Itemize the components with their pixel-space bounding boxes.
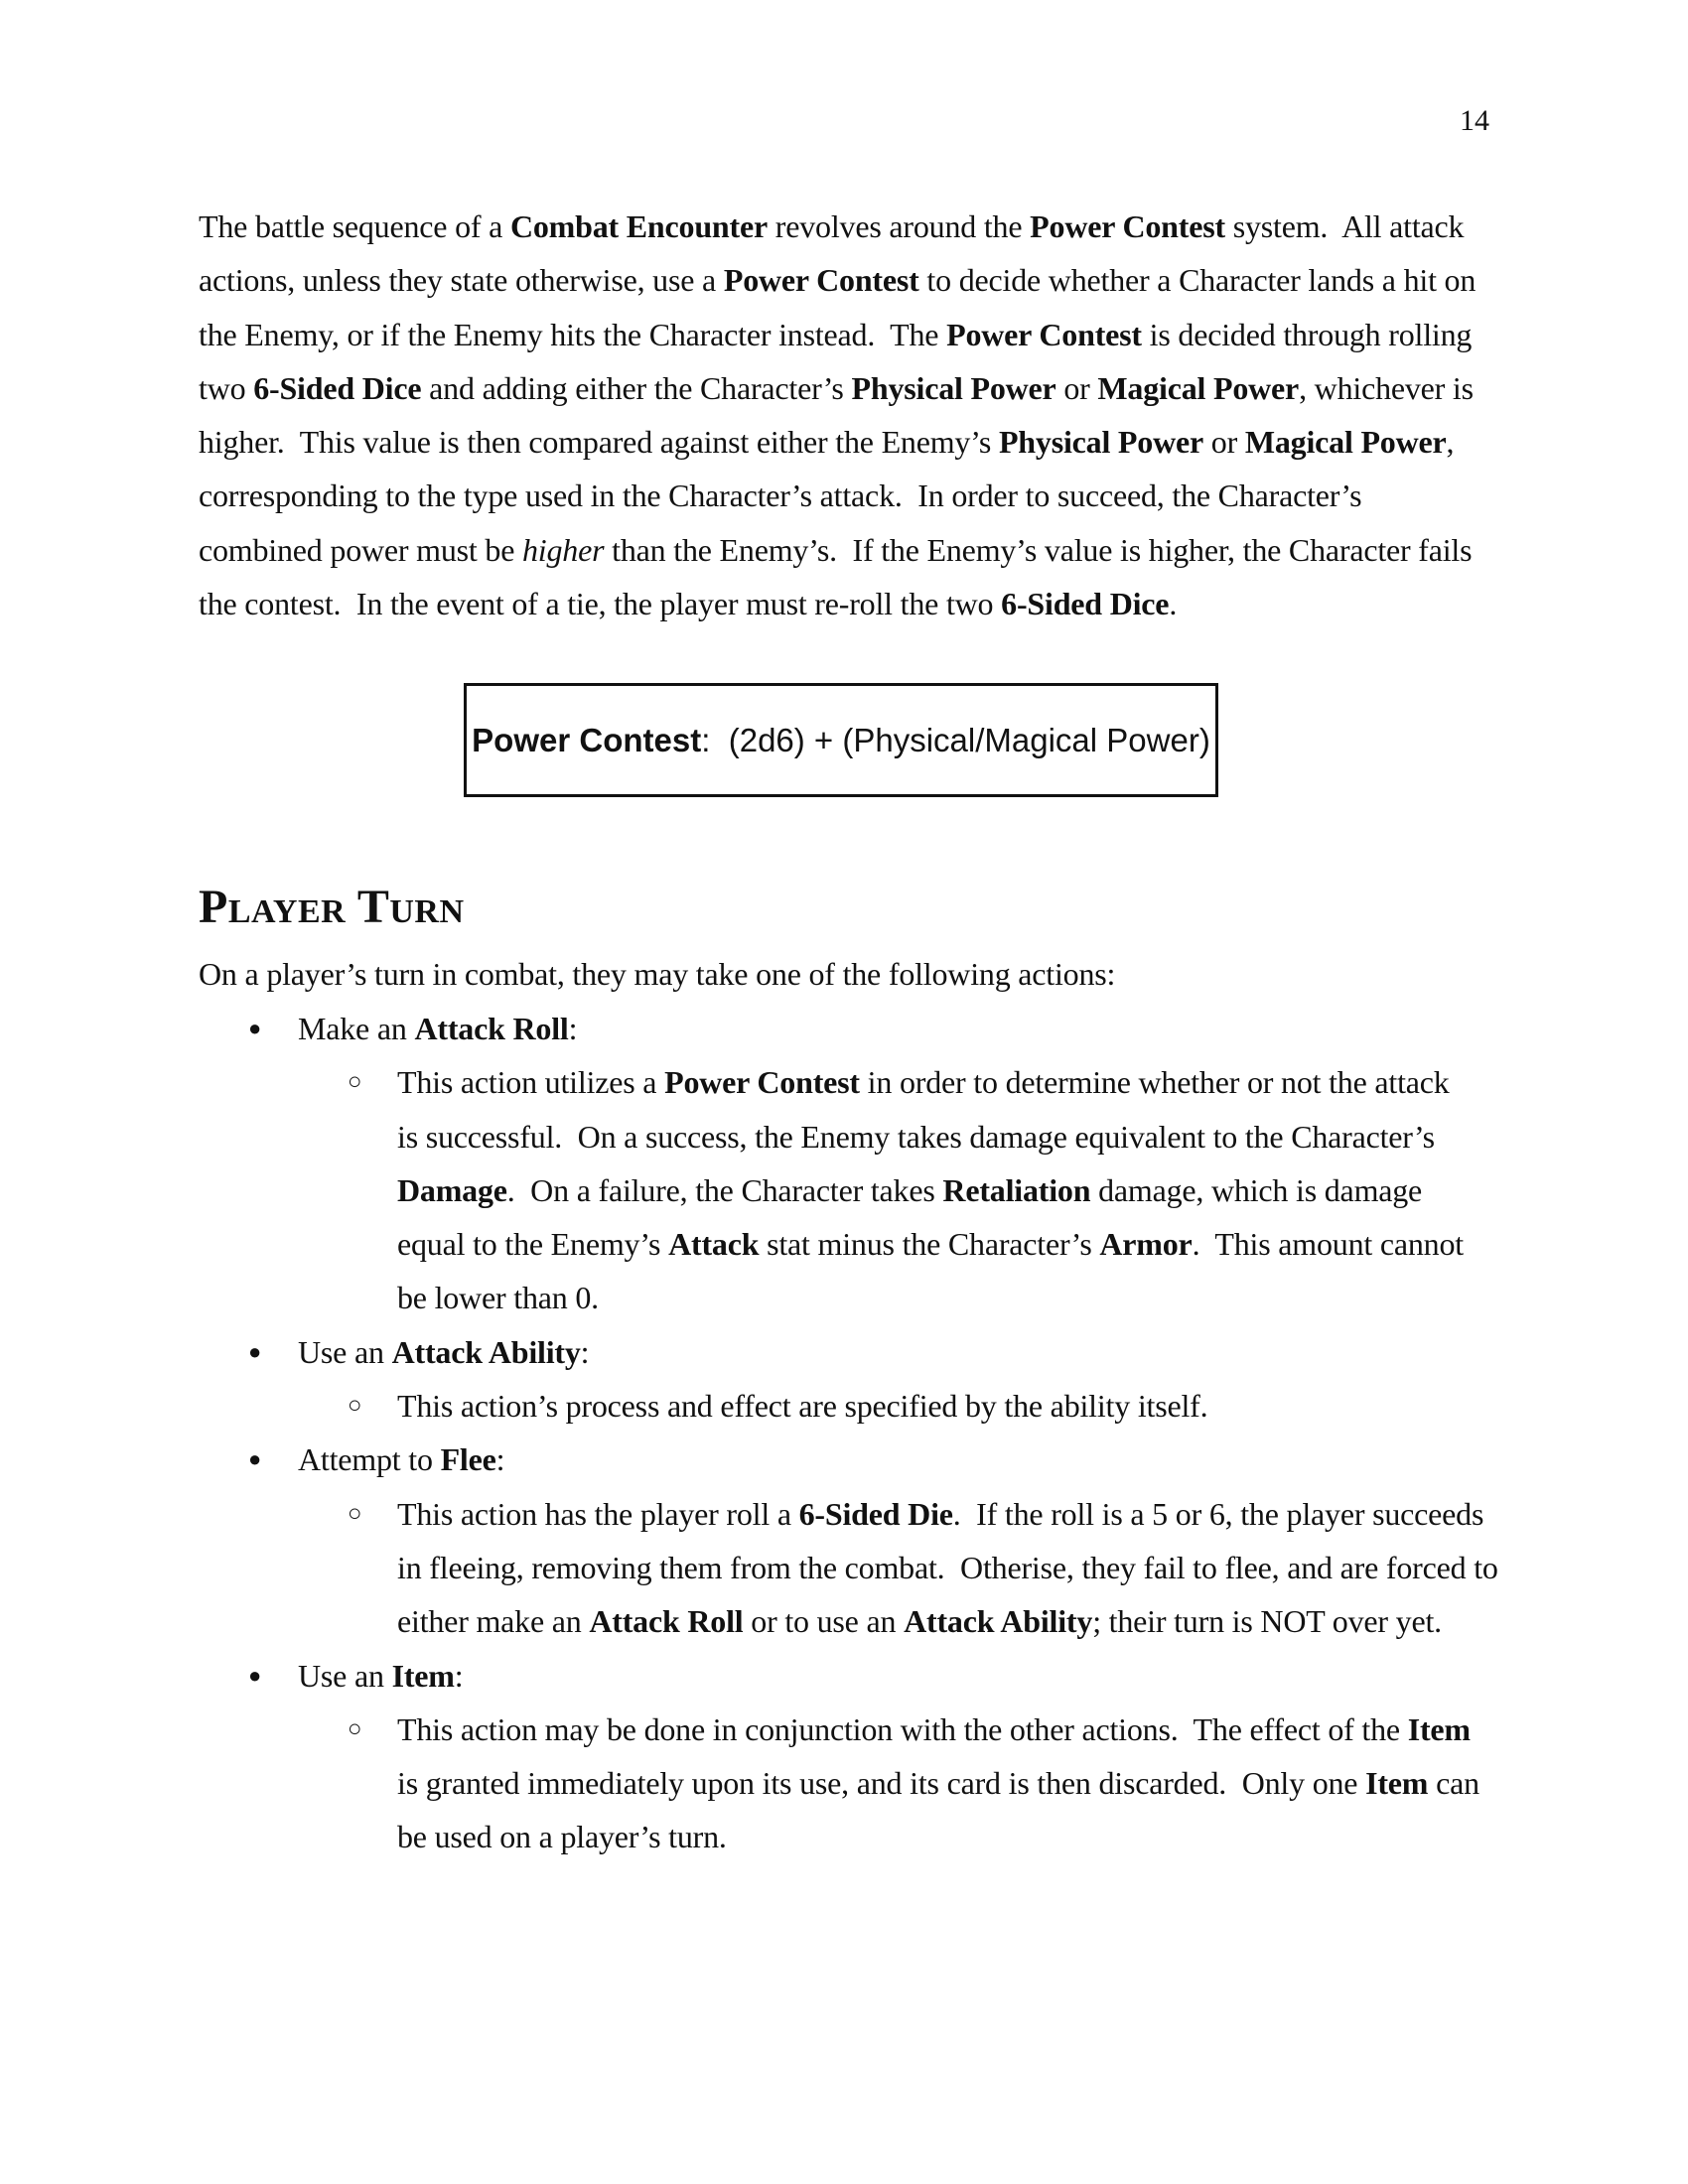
intro-paragraph-container — [199, 200, 1489, 630]
text-segment: : — [580, 1333, 590, 1370]
text-segment: corresponding to the type used in the Character’s attack. In order to succeed, the Character’s — [199, 478, 1362, 514]
bold-term: Attack Ability — [904, 1603, 1093, 1640]
text-segment: damage, which is damage — [1090, 1171, 1423, 1208]
section-intro: On a player’s turn in combat, they may take one of the following actions: — [199, 956, 1116, 992]
text-segment: : — [454, 1657, 464, 1694]
text-segment: the contest. In the event of a tie, the player must re-roll the two — [199, 586, 1002, 622]
bold-term: Damage — [397, 1171, 507, 1208]
bold-term: Physical Power — [998, 424, 1203, 461]
action-detail-line — [199, 1541, 1498, 1594]
text-segment: Use an — [298, 1333, 392, 1370]
bold-term: Retaliation — [942, 1171, 1091, 1208]
paragraph-line — [199, 577, 1489, 630]
text-segment: or — [1203, 424, 1245, 461]
page-number: 14 — [1460, 104, 1489, 137]
text-segment: ; their turn is NOT over yet. — [1092, 1603, 1442, 1640]
action-detail-line — [199, 1703, 1489, 1756]
paragraph-line — [199, 253, 1489, 307]
paragraph-line — [199, 523, 1489, 577]
filled-bullet-icon: ● — [248, 1662, 262, 1688]
action-item — [199, 1649, 1489, 1703]
paragraph-line — [199, 469, 1489, 522]
action-detail-line — [199, 1594, 1489, 1648]
action-detail-line — [199, 1379, 1489, 1433]
bold-term: Power Contest — [723, 262, 919, 299]
text-segment: actions, unless they state otherwise, use a — [199, 262, 724, 299]
text-segment: This action has the player roll a — [397, 1495, 799, 1532]
text-segment: This action utilizes a — [397, 1064, 665, 1101]
text-segment: to decide whether a Character lands a hit on — [918, 262, 1477, 299]
action-detail-line — [199, 1163, 1489, 1217]
actions-list — [199, 1002, 1498, 1864]
text-segment: two — [199, 369, 254, 406]
bold-term: 6-Sided Dice — [253, 369, 422, 406]
bold-term: Attack — [668, 1226, 760, 1263]
text-segment: This action’s process and effect are specified by the ability itself. — [397, 1388, 1208, 1425]
paragraph-line — [199, 308, 1489, 361]
bold-term: Magical Power — [1244, 424, 1447, 461]
text-segment: . If the roll is a 5 or 6, the player succeeds — [952, 1495, 1484, 1532]
action-item — [199, 1002, 1489, 1055]
bold-term: Power Contest — [946, 316, 1142, 352]
paragraph-line — [199, 415, 1489, 469]
text-segment: than the Enemy’s. If the Enemy’s value is higher, the Character fails — [604, 531, 1473, 568]
bold-term: Item — [1407, 1710, 1471, 1747]
action-detail-line — [199, 1110, 1489, 1163]
text-segment: , — [1446, 424, 1455, 461]
action-detail-line — [199, 1217, 1489, 1271]
bold-term: Power Contest — [1030, 208, 1225, 244]
action-detail-line — [199, 1810, 1489, 1863]
hollow-bullet-icon: ○ — [348, 1069, 362, 1096]
hollow-bullet-icon: ○ — [348, 1715, 362, 1742]
text-segment: , whichever is — [1299, 369, 1474, 406]
action-item — [199, 1325, 1489, 1379]
hollow-bullet-icon: ○ — [348, 1500, 362, 1527]
text-segment: This action may be done in conjunction with the other actions. The effect of the — [397, 1710, 1408, 1747]
text-segment: . — [1169, 586, 1178, 622]
text-segment: is granted immediately upon its use, and its card is then discarded. Only one — [397, 1765, 1366, 1802]
text-segment: revolves around the — [768, 208, 1031, 244]
action-detail-line — [199, 1055, 1489, 1109]
action-detail-line — [199, 1487, 1489, 1541]
text-segment: is decided through rolling — [1141, 316, 1473, 352]
text-segment: either make an — [397, 1603, 590, 1640]
formula-label: Power Contest — [472, 721, 702, 758]
formula-box — [464, 683, 1218, 797]
text-segment: the Enemy, or if the Enemy hits the Character instead. The — [199, 316, 947, 352]
text-segment: system. All attack — [1224, 208, 1465, 244]
text-segment: in fleeing, removing them from the combat. Otherise, they fail to flee, and are forced to — [397, 1549, 1498, 1585]
text-segment: Use an — [298, 1657, 392, 1694]
action-detail-line — [199, 1271, 1489, 1324]
text-segment: . This amount cannot — [1192, 1226, 1464, 1263]
text-segment: higher. This value is then compared against either the Enemy’s — [199, 424, 999, 461]
formula-expression: : (2d6) + (Physical/Magical Power) — [701, 721, 1210, 758]
action-detail-line — [199, 1756, 1489, 1810]
bold-term: Armor — [1099, 1226, 1193, 1263]
text-segment: Attempt to — [298, 1441, 441, 1478]
filled-bullet-icon: ● — [248, 1338, 262, 1364]
text-segment: : — [568, 1011, 578, 1046]
text-segment: be used on a player’s turn. — [397, 1819, 727, 1855]
action-item — [199, 1433, 1489, 1486]
text-segment: be lower than 0. — [397, 1280, 599, 1316]
text-segment: combined power must be — [199, 531, 522, 568]
text-segment: or — [1055, 369, 1098, 406]
bold-term: Item — [391, 1657, 455, 1694]
bold-term: 6-Sided Die — [798, 1495, 953, 1532]
text-segment: in order to determine whether or not the attack — [859, 1064, 1450, 1101]
text-segment: . On a failure, the Character takes — [506, 1171, 943, 1208]
text-segment: or to use an — [743, 1603, 905, 1640]
bold-term: Flee — [440, 1441, 496, 1478]
bold-term: Attack Ability — [391, 1333, 581, 1370]
bold-term: Combat Encounter — [509, 208, 768, 244]
paragraph-line — [199, 361, 1489, 415]
text-segment: Make an — [298, 1011, 415, 1046]
bold-term: Attack Roll — [589, 1603, 744, 1640]
filled-bullet-icon: ● — [248, 1016, 262, 1040]
section-title: Player Turn — [199, 881, 465, 933]
paragraph-line — [199, 200, 1489, 253]
filled-bullet-icon: ● — [248, 1446, 262, 1472]
italic-term: higher — [522, 531, 605, 568]
intro-paragraph — [199, 200, 1489, 630]
hollow-bullet-icon: ○ — [348, 1393, 362, 1420]
bold-term: Item — [1365, 1765, 1429, 1802]
text-segment: is successful. On a success, the Enemy takes damage equivalent to the Character’s — [397, 1118, 1435, 1155]
text-segment: can — [1428, 1765, 1479, 1802]
text-segment: equal to the Enemy’s — [397, 1226, 669, 1263]
text-segment: The battle sequence of a — [199, 208, 510, 244]
bold-term: 6-Sided Dice — [1001, 586, 1170, 622]
text-segment: and adding either the Character’s — [421, 369, 852, 406]
text-segment: : — [495, 1441, 505, 1478]
bold-term: Magical Power — [1097, 369, 1300, 406]
bold-term: Attack Roll — [414, 1011, 569, 1046]
text-segment: stat minus the Character’s — [759, 1226, 1100, 1263]
bold-term: Power Contest — [664, 1064, 860, 1101]
bold-term: Physical Power — [851, 369, 1056, 406]
